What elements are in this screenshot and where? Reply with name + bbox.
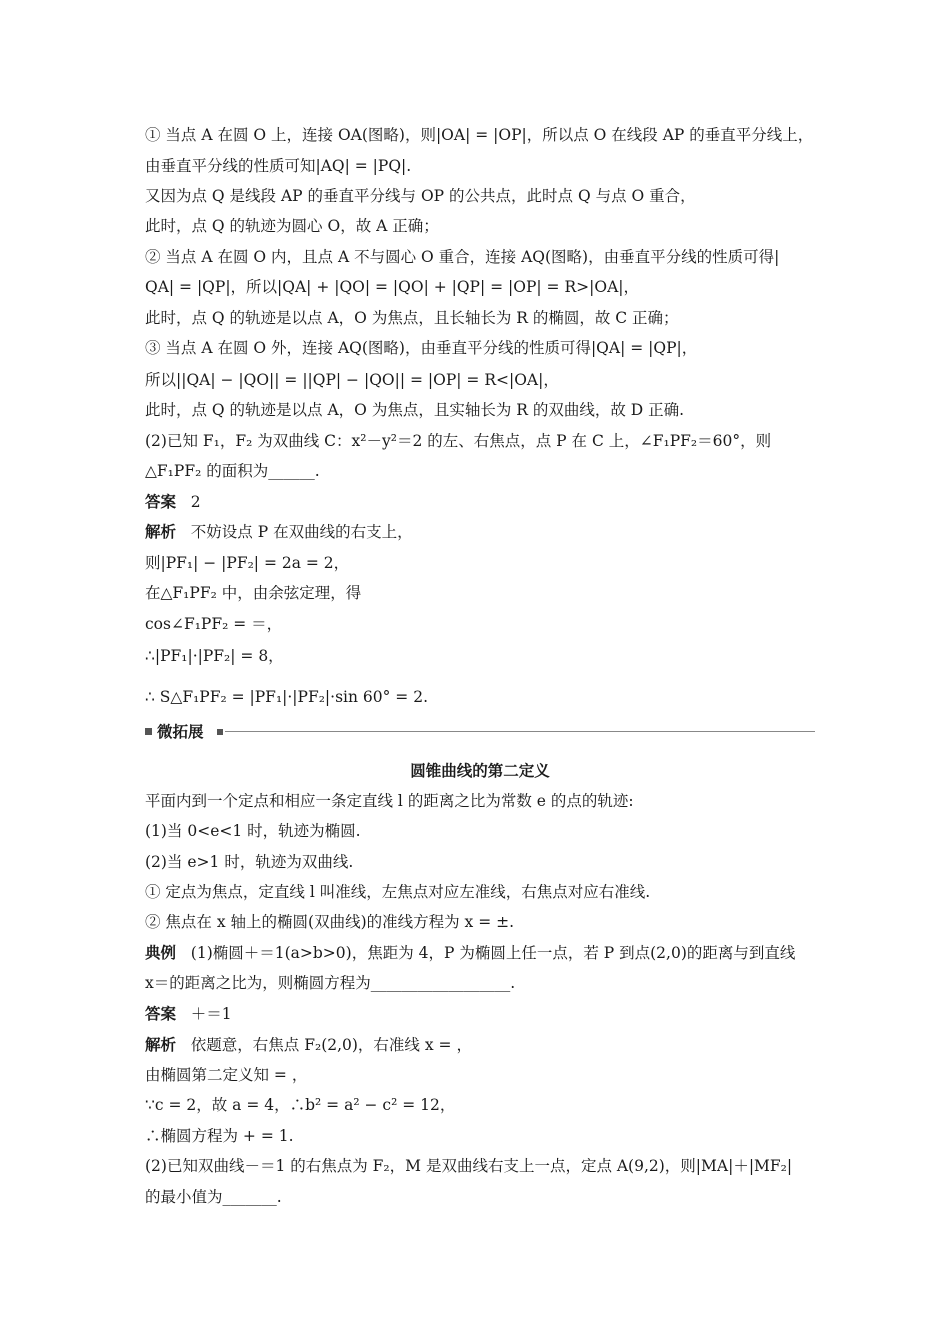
text-line: 则|PF₁| − |PF₂| = 2a = 2， xyxy=(145,554,350,572)
analysis-label: 解析 xyxy=(145,523,177,541)
answer-value: 2 xyxy=(190,493,201,511)
question-line: (2)已知双曲线－＝1 的右焦点为 F₂，M 是双曲线右支上一点，定点 A(9,2)，则|MA|＋|MF₂| xyxy=(145,1157,793,1175)
text-line: ∴椭圆方程为 + = 1. xyxy=(145,1127,294,1145)
text-line: 平面内到一个定点和相应一条定直线 l 的距离之比为常数 e 的点的轨迹: xyxy=(145,792,634,810)
text-line: 此时，点 Q 的轨迹是以点 A，O 为焦点，且实轴长为 R 的双曲线，故 D 正确. xyxy=(145,401,685,419)
text-line: ① 当点 A 在圆 O 上，连接 OA(图略)，则|OA| = |OP|，所以点 O 在线段 AP 的垂直平分线上， xyxy=(145,126,814,144)
example-line xyxy=(145,942,815,964)
text-line: 所以||QA| − |QO|| = ||QP| − |QO|| = |OP| = R<|OA|， xyxy=(145,371,559,389)
text-line: ∵c = 2，故 a = 4，∴b² = a² − c² = 12， xyxy=(145,1096,456,1114)
analysis-text: 依题意，右焦点 F₂(2,0)，右准线 x = ， xyxy=(190,1036,472,1054)
text-line: QA| = |QP|，所以|QA| + |QO| = |QO| + |QP| = |OP| = R>|OA|， xyxy=(145,278,639,296)
text-line: 在△F₁PF₂ 中，由余弦定理，得 xyxy=(145,584,362,602)
text-line: cos∠F₁PF₂ = ＝， xyxy=(145,615,283,633)
question-line: △F₁PF₂ 的面积为______. xyxy=(145,462,320,480)
example-line: x＝的距离之比为，则椭圆方程为__________________. xyxy=(145,974,516,992)
text-line: (2)当 e>1 时，轨迹为双曲线. xyxy=(145,853,354,871)
answer-line xyxy=(145,491,815,513)
answer-label: 答案 xyxy=(145,1005,177,1023)
text-line: ∴ S△F₁PF₂ = |PF₁|·|PF₂|·sin 60° = 2. xyxy=(145,688,428,706)
section-divider xyxy=(225,731,815,732)
text-line: ① 定点为焦点，定直线 l 叫准线，左焦点对应左准线，右焦点对应右准线. xyxy=(145,883,651,901)
text-line: ② 当点 A 在圆 O 内，且点 A 不与圆心 O 重合，连接 AQ(图略)，由垂直平分线的性质可得| xyxy=(145,248,780,266)
answer-line xyxy=(145,1003,815,1025)
text-line: ② 焦点在 x 轴上的椭圆(双曲线)的准线方程为 x = ±. xyxy=(145,913,515,931)
text-line: 此时，点 Q 的轨迹是以点 A，O 为焦点，且长轴长为 R 的椭圆，故 C 正确； xyxy=(145,309,679,327)
question-line: (2)已知 F₁，F₂ 为双曲线 C：x²－y²＝2 的左、右焦点，点 P 在 C 上，∠F₁PF₂＝60°，则 xyxy=(145,432,772,450)
analysis-line xyxy=(145,1034,815,1056)
analysis-label: 解析 xyxy=(145,1036,177,1054)
question-line: 的最小值为_______. xyxy=(145,1188,282,1206)
text-line: 此时，点 Q 的轨迹为圆心 O，故 A 正确； xyxy=(145,217,439,235)
answer-label: 答案 xyxy=(145,493,177,511)
text-line: (1)当 0<e<1 时，轨迹为椭圆. xyxy=(145,822,361,840)
text-line: 由垂直平分线的性质可知|AQ| = |PQ|. xyxy=(145,157,412,175)
answer-value: ＋＝1 xyxy=(190,1005,232,1023)
example-text: (1)椭圆＋＝1(a>b>0)，焦距为 4，P 为椭圆上任一点，若 P 到点(2,0)的距离与到直线 xyxy=(190,944,796,962)
text-line: 又因为点 Q 是线段 AP 的垂直平分线与 OP 的公共点，此时点 Q 与点 O 重合， xyxy=(145,187,696,205)
section-square-icon xyxy=(145,728,152,735)
text-line: 由椭圆第二定义知 = ， xyxy=(145,1066,308,1084)
analysis-text: 不妨设点 P 在双曲线的右支上， xyxy=(190,523,413,541)
section-square-icon xyxy=(217,729,223,735)
text-line: ∴|PF₁|·|PF₂| = 8， xyxy=(145,647,284,665)
section-header xyxy=(145,721,815,743)
example-label: 典例 xyxy=(145,944,177,962)
analysis-line xyxy=(145,521,815,543)
text-line: ③ 当点 A 在圆 O 外，连接 AQ(图略)，由垂直平分线的性质可得|QA| = |QP|， xyxy=(145,339,698,357)
section-label: 微拓展 xyxy=(157,723,204,741)
section-title: 圆锥曲线的第二定义 xyxy=(410,762,550,780)
